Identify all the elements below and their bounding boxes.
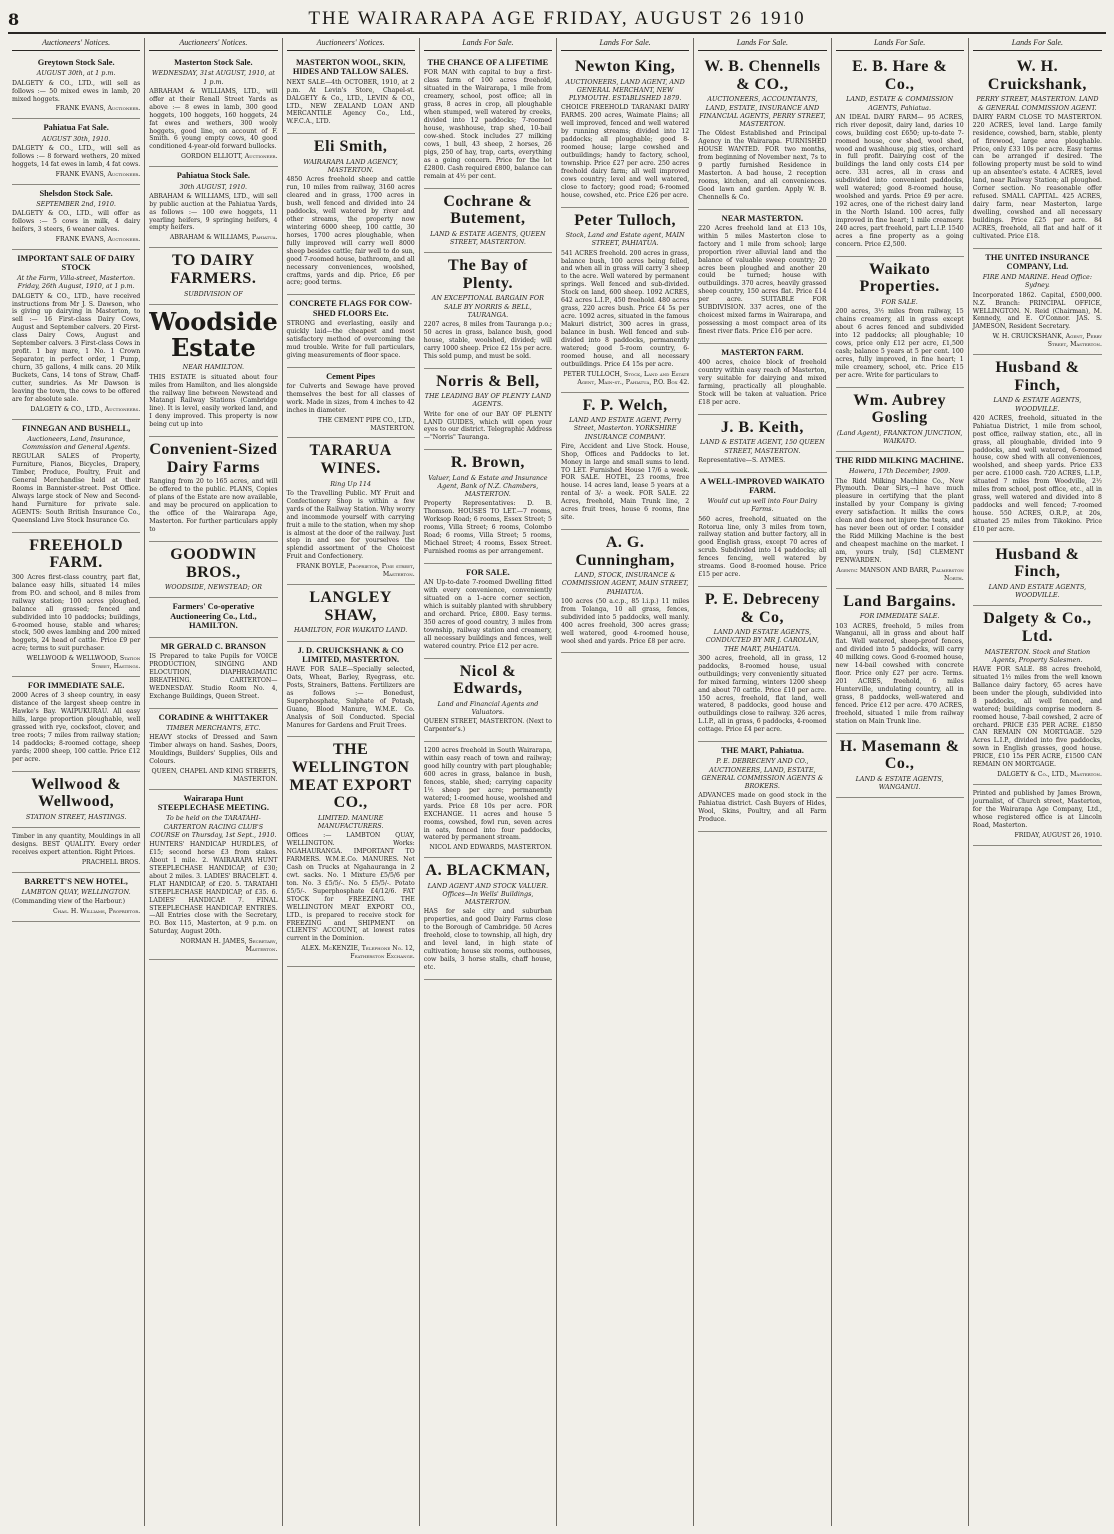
advertisement (424, 189, 552, 254)
ad-heading: A. G. Cunningham, (575, 534, 675, 569)
ad-subheading: AN EXCEPTIONAL BARGAIN FOR SALE BY NORRIS & BELL, TAURANGA. (431, 294, 544, 319)
ad-subheading: P. E. DEBRECENY AND CO., AUCTIONEERS, LAND, ESTATE, GENERAL COMMISSION AGENTS & BROKERS. (701, 757, 824, 790)
ad-body: 103 ACRES, freehold, 5 miles from Wanganui, all in grass and about half flat. Well watered, sheep-proof fences, and divided into 5 paddocks, will carry 40 milking cows. Good 6-roomed house, new 14-bail cowshed with concrete floor. Price only £27 per acre. Terms. 201 ACRES, freehold, 6 miles Hunterville, undulating country, all in grass, 8 paddocks, well-watered and fenced. Price £12 per acre. 470 ACRES, freehold, situated 1 mile from railway station on Main Trunk line. (835, 622, 964, 725)
column-6 (694, 38, 831, 1526)
ad-body: 541 ACRES freehold. 200 acres in grass, balance bush, 100 acres being felled, and when all in grass will carry 3 sheep to the acre. Well watered by permanent springs. Well fenced and sub-divided. Stock on land, 600 sheep. 1092 ACRES, 642 acres L.I.P., 450 freehold. 480 acres grass, 220 acres bush. Price £4 5s per acre. 1092 acres, situated in the famous Makuri district, 300 acres in grass, balance in bush. Well fenced and sub-divided into 8 paddocks, permanently watered; good 5-room country, 6-roomed house, and all necessary outbuildings. Price £4 15s per acre. (561, 249, 690, 368)
ad-subheading: AUGUST 30th, at 1 p.m. (36, 69, 116, 78)
ad-heading: Pahiatua Stock Sale. (176, 171, 251, 181)
ad-heading: Shelsdon Stock Sale. (39, 188, 113, 198)
ad-signature: PRACHELL BROS. (81, 859, 141, 866)
ad-heading: LANGLEY SHAW, (309, 589, 392, 624)
ad-body: 2000 Acres of 3 sheep country, in easy distance of the largest sheep centre in Hawke's Bay. WAIPUKURAU. All easy hills, large proportion ploughable, well grassed with rye, cocksfoot, clover, and tree roots; 7 miles from railway station; 14 paddocks; 8-roomed cottage, sheep yards; 2000 sheep, 100 cattle. Price £12 per acre. (12, 692, 141, 763)
column-header: Auctioneers' Notices. (149, 38, 277, 51)
advertisement (424, 742, 552, 858)
ad-body: Incorporated 1862. Capital, £500,000. N.Z. Branch: PRINCIPAL OFFICE, WELLINGTON. N. Reid (Chairman), M. Kennedy, and E. O'Connor. JAS. S. JAMESON, Resident Secretary. (972, 291, 1102, 331)
advertisement (12, 873, 140, 922)
ad-body: DALGETY & CO., LTD., have received instructions from Mr J. S. Dawson, who is giving up dairying in Masterton, to sell :— 16 First-class Dairy Cows, August and September calvers. 20 First-class Dairy Cows, August and September calvers. 3 First-class Cows in profit. 1 bay mare, 1 No. 1 Crown Separator, in perfect order, 1 Pump, churn, 35 gallons, 4 milk cans. 20 Milk Buckets, Cans, 14 tons of Straw, Chaff-cutter, sundries. As Mr Dawson is leaving the town, the cows to be offered are for absolute sale. (12, 292, 141, 403)
ad-subheading: Hawera, 17th December, 1909. (848, 467, 951, 476)
ad-signature: PETER TULLOCH, Stock, Land and Estate Agent, Main-st., Pahiatua, P.O. Box 42. (563, 370, 690, 386)
column-grid (8, 38, 1106, 1526)
ad-heading: THE CHANCE OF A LIFETIME (427, 58, 549, 68)
ad-subheading: WOODSIDE, NEWSTEAD; OR (164, 583, 262, 592)
ad-signature: THE CEMENT PIPE CO., LTD., MASTERTON. (318, 416, 415, 432)
advertisement (149, 542, 277, 598)
ad-heading: TO DAIRY FARMERS. (170, 252, 257, 287)
ad-body: 4850 Acres freehold sheep and cattle run, 10 miles from railway, 3160 acres cleared and in grass, 1700 acres in bush, well fenced and divided into 24 paddocks, well watered by river and other streams, the property now wintering 6000 sheep, 100 cattle, 30 horses, 1700 acres ploughable, when fully improved will carry well 8000 sheep besides cattle; fair well to do sun, good 7-roomed house, bathroom, and all necessary conveniences, woolshed, craftms, yards and dip. Price, £6 per acre; good terms. (286, 176, 415, 287)
ad-subheading: SEPTEMBER 2nd, 1910. (36, 199, 116, 208)
column-header: Auctioneers' Notices. (287, 38, 415, 51)
advertisement (12, 250, 140, 420)
column-1 (8, 38, 145, 1526)
ad-heading: BARRETT'S NEW HOTEL, (24, 876, 128, 886)
advertisement (698, 54, 826, 209)
ad-subheading: LAND & ESTATE AGENTS, WOODVILLE. (993, 396, 1082, 413)
ad-signature: WELLWOOD & WELLWOOD, Station Street, Hastings. (26, 655, 141, 671)
ad-body: 220 Acres freehold land at £13 10s, within 5 miles Masterton close to factory and 1 mile from school; large proportion river alluvial land and the balance of valuable sweep country; 20 acres been ploughed and another 20 could be turned; house with outbuildings. 370 acres, heavily grassed sheep country, 150 acres flat. Price £14 per acre. SUITABLE FOR SUBDIVISION. 337 acres, one of the choicest mixed farms in Wairarapa, and possessing a most compact area of its finest river flats. Price £16 per acre. (698, 224, 827, 336)
ad-heading: R. Brown, (450, 454, 525, 472)
masthead (8, 6, 1106, 34)
ad-heading: NEAR MASTERTON. (721, 213, 804, 223)
ad-subheading: THE LEADING BAY OF PLENTY LAND AGENTS. (424, 392, 552, 409)
ad-body: for Culverts and Sewage have proved themselves the best for all classes of work. Made in sizes, from 4 inches to 42 inches in diameter. (286, 382, 415, 414)
advertisement (836, 257, 964, 388)
ad-body: 200 acres, 3½ miles from railway, 15 chains creamery, all in grass except about 6 acres fenced and subdivided into 12 paddocks; all ploughable; 10 cows, price only £12 per acre, £1,500 cash; balance 5 years at 5 per cent. 100 acres, fully improved, in fine heart; 1 mile creamery, school, etc. Price £15 per acre. Write for particulars to (835, 308, 964, 379)
ad-body: Printed and published by James Brown, journalist, of Church street, Masterton, for the Wairarapa Age Company, Ltd., whose registered office is at Lincoln Road, Masterton. (972, 790, 1102, 829)
ad-subheading: LAND AND ESTATE AGENTS, WOODVILLE. (988, 583, 1087, 600)
column-header: Lands For Sale. (561, 38, 689, 51)
ad-heading: FREEHOLD FARM. (29, 536, 124, 572)
ad-subheading: LAMBTON QUAY, WELLINGTON. (21, 888, 131, 897)
ad-body: DALGETY & CO., LTD., will sell as follows :— 50 mixed ewes in lamb, 20 mixed hoggets. (12, 79, 141, 103)
ad-body: The Ridd Milking Machine Co., New Plymouth. Dear Sirs,—I have much pleasure in certifying that the plant installed by your Company is giving every satisfaction. It milks the cows clean and does not injure the teats, and has never been out of order. I consider the Ridd Milking Machine is the best and cheapest machine on the market. I am, yours truly, [Sd] CLEMENT PENWARDEN. (835, 477, 964, 564)
ad-subheading: LAND, ESTATE & COMMISSION AGENTS, Pahiatua. (846, 95, 954, 112)
ad-heading: Wm. Aubrey Gosling (853, 391, 946, 427)
ad-heading: Woodside Estate (149, 306, 278, 363)
ad-body: HAVE FOR SALE. 88 acres freehold, situated 1½ miles from the well known Ballance dairy factory, 65 acres have been under the plough, subdivided into 8 paddocks, all well fenced, and watered; buildings comprise modern 8-roomed house, 7-bail cowshed, 2 acre of orchard. PRICE £35 PER ACRE. £1850 CAN REMAIN ON MORTGAGE. 529 Acres L.I.P., divided into five paddocks, sown in English grasses, good house. PRICE, £10 15s PER ACRE, £1500 CAN REMAIN ON MORTGAGE. (972, 665, 1102, 769)
ad-heading: Waikato Properties. (859, 260, 940, 296)
ad-body: 100 acres (50 a.c.p., 85 l.i.p.) 11 miles from Tolanga, 10 all grass, fences, subdivided into 5 paddocks, well manly. 400 acres freehold, 300 acres grass; well watered, good 4-roomed house, wool shed and yards. Price £8 per acre. (561, 597, 690, 645)
ad-body: 300 acres, freehold, all in grass, 12 paddocks, 8-roomed house, usual outbuildings; very conveniently situated for mixed farming, winters 1200 sheep and about 70 cattle. Price £10 per acre. 150 acres, freehold, flat land, well watered, 8 paddocks, good house and outbuildings close to railway. 326 acres, L.I.P., all in grass, 6 paddocks, 4-roomed cottage. Price £4 per acre. (698, 654, 827, 734)
ad-heading: THE UNITED INSURANCE COMPANY, Ltd. (985, 252, 1090, 272)
ad-body: 400 acres, choice block of freehold country within easy reach of Masterton, very suitable for dairying and mixed farming, practically all ploughable. Stock will be taken at valuation. Price £18 per acre. (698, 359, 827, 406)
ad-body: Representative—S. AYMES. (698, 456, 786, 464)
advertisement (836, 54, 964, 257)
advertisement (287, 54, 415, 134)
ad-body: 300 Acres first-class country, part flat, balance easy hills, situated 14 miles from P.O. and school, and 8 miles from railway station; 100 acres ploughed, balance all grassed; fenced and subdivided into 10 paddocks; buildings, 6-roomed house, stable and whares; stock, 500 ewes lambing and 200 mixed hoggets, 24 head of cattle. Price £9 per acre; terms to suit purchaser. (12, 573, 141, 653)
ad-heading: F. P. Welch, (582, 396, 668, 414)
ad-subheading: Land and Financial Agents and Valuators. (437, 699, 539, 717)
ad-body: Fire, Accident and Live Stock. House, Shop, Offices and Paddocks to let. Money in large and small sums to lend. TO LET. Furnished House 17/6 a week. FOR SALE. HOTEL, 23 rooms, free house. 14 acres land, lease 5 years at a rental of 3/- a week. FOR SALE. 22 Acres, freehold, Main Trunk line, 2 acres fruit trees, house 6 rooms, fine site. (561, 442, 690, 522)
ad-heading: W. B. Chennells & CO., (704, 58, 821, 93)
ad-subheading: Would cut up well into Four Dairy Farms. (707, 497, 818, 514)
ad-body: THIS ESTATE is situated about four miles from Hamilton, and lies alongside the railway line between Newstead and Matangi Railway Stations (Cambridge line). It is level, easily worked land, and I deny improved. This property is now being cut up into (149, 373, 278, 429)
advertisement (973, 542, 1102, 607)
ad-subheading: LAND AGENT AND STOCK VALUER. Offices—In Wells' Buildings, MASTERTON. (427, 881, 549, 907)
ad-heading: The Bay of Plenty. (448, 257, 528, 292)
advertisement (424, 659, 552, 742)
ad-body: ADVANCES made on good stock in the Pahiatua district. Cash Buyers of Hides, Wool, Skins, Poultry, and all Farm Produce. (698, 792, 827, 823)
advertisement (149, 638, 277, 709)
advertisement (149, 790, 277, 960)
advertisement (424, 253, 552, 368)
ad-signature: ABRAHAM & WILLIAMS, Pahiatua. (169, 234, 278, 242)
ad-subheading: PERRY STREET, MASTERTON. LAND & GENERAL COMMISSION AGENT. (976, 95, 1099, 112)
column-5 (557, 38, 694, 1526)
ad-body: (Commanding view of the Harbour.) (12, 898, 125, 906)
ad-body: HEAVY stocks of Dressed and Sawn Timber always on hand. Sashes, Doors, Mouldings, Builders' Supplies, Oils and Colours. (149, 734, 278, 766)
advertisement (561, 530, 689, 653)
ad-subheading: WAIRARAPA LAND AGENCY, MASTERTON. (303, 157, 398, 175)
ad-heading: Norris & Bell, (436, 372, 540, 390)
advertisement (287, 737, 415, 967)
ad-heading: CONCRETE FLAGS FOR COW-SHED FLOORS Etc. (289, 299, 412, 318)
ad-heading: J. D. CRUICKSHANK & CO LIMITED, MASTERTON. (297, 645, 404, 664)
ad-body: CHOICE FREEHOLD TARANAKI DAIRY FARMS. 200 acres, Waimate Plains; all well improved, fenced and well watered by running streams; divided into 12 paddocks; all ploughable; good 8-roomed house; large cowshed and outbuildings; handy to factory, school, township. Price £27 per acre. 250 acres freehold dairy farm; all well improved cows country; level and well watered, close to factory; good road; 6-roomed house, cowshed, etc. Price £26 per acre. (561, 104, 690, 199)
advertisement (287, 642, 415, 738)
ad-heading: Peter Tulloch, (574, 211, 677, 229)
advertisement (561, 208, 689, 393)
ad-body: HAVE FOR SALE—Specially selected, Oats, Wheat, Barley, Ryegrass, etc. Posts, Strainers, Battens. Fertilizers are as follows :— Bonedust, Superphosphate, Sulphate of Potash, Guano, Blood Manure, W.M.E. Co. Analysis of Soil Conducted. Special Manures for Gardens and Fruit Trees. (286, 665, 415, 729)
ad-body: Offices :— LAMBTON QUAY, WELLINGTON. Works: NGAHAURANGA. IMPORTANT TO FARMERS. W.M.E.Co. MANURES. Net Cash on Trucks at Ngahauranga in 2 cwt. sacks. No. 1 Mixture £5/5/6 per ton. No. 3 £5/5/-. No. 5 £5/5/-. Potato £5/5/-. Superphosphate £4/12/6. FAT STOCK for FREEZING. THE WELLINGTON MEAT EXPORT CO., LTD., is prepared to receive stock for FREEZING and SHIPMENT on CLIENTS' ACCOUNT, at lowest rates current in the Dominion. (286, 832, 415, 943)
ad-body: QUEEN STREET, MASTERTON. (Next to Carpenter's.) (423, 718, 552, 734)
advertisement (561, 54, 689, 207)
advertisement (698, 742, 826, 832)
ad-subheading: LIMITED. MANURE MANUFACTURERS. (317, 813, 384, 831)
ad-signature: Agents: MANSON AND BARR, Palmerston North. (836, 566, 964, 582)
ad-heading: P. E. Debreceny & Co, (704, 591, 820, 626)
ad-body: 1200 acres freehold in South Wairarapa, within easy reach of town and railway; good hilly country with part ploughable; 600 acres in grass, balance in bush, fences, stable, shed; carrying capacity 1½ sheep per acre; permanently watered; 1-roomed house, woolshed and yards. Price £8 10s per acre. FOR EXCHANGE. 11 acres and house 5 rooms, cowshed, fowl run, seven acres in oats, fenced into four paddocks, watered by permanent stream. (423, 747, 552, 842)
advertisement (424, 54, 552, 188)
advertisement (424, 369, 552, 451)
ad-subheading: WEDNESDAY, 31st AUGUST, 1910, at 1 p.m. (151, 69, 275, 86)
ad-body: HAS for sale city and suburban properties, and good Dairy Farms close to the Borough of Cambridge. 50 Acres freehold, close to township, all high, dry and level land, in high state of cultivation; house six rooms, outhouses, cow bails, 3 horse stalls, chaff house, etc. (423, 908, 552, 972)
advertisement (698, 344, 826, 415)
ad-body: HUNTERS' HANDICAP HURDLES, of £15; second horse £3 from stakes. About 1 mile. 2. WAIRARAPA HUNT STEEPLECHASE HANDICAP, of £30; about 2 miles. 3. LADIES' BRACELET. 4. FLAT HANDICAP, of £20. 5. TARATAHI STEEPLECHASE HANDICAP, of £35. 6. LADIES' HANDICAP. 7. FINAL STEEPLECHASE HANDICAP. ENTRIES.—All Entries close with the Secretary, P.O. Box 115, Masterton, at 9 p.m. on Saturday, August 20th. (149, 841, 278, 936)
ad-signature: DALGETY & CO., LTD., Auctioneers. (30, 405, 141, 413)
advertisement (973, 606, 1102, 785)
ad-signature: FRANK EVANS, Auctioneer. (55, 170, 141, 178)
advertisement (12, 119, 140, 184)
ad-subheading: HAMILTON, FOR WAIKATO LAND. (293, 626, 408, 635)
ad-subheading: To be held on the TARATAHI-CARTERTON RACING CLUB'S COURSE on Thursday, 1st Sept., 1910. (150, 814, 277, 839)
ad-heading: Newton King, (575, 58, 676, 76)
ad-subheading: LAND & ESTATE AGENTS, WANGANUI. (855, 774, 944, 792)
advertisement (836, 452, 964, 589)
ad-heading: Nicol & Edwards, (453, 662, 523, 698)
ad-heading: Cement Pipes (326, 371, 376, 381)
ad-heading: Husband & Finch, (995, 545, 1080, 581)
ad-heading: Land Bargains. (843, 592, 957, 610)
ad-heading: THE RIDD MILKING MACHINE. (835, 456, 964, 466)
ad-heading: A. BLACKMAN, (425, 862, 551, 880)
advertisement (149, 167, 277, 248)
advertisement (287, 134, 415, 295)
ad-body: REGULAR SALES of Property, Furniture, Pianos, Bicycles, Drapery, Timber, Produce, Poultry, Fruit and General Merchandise held at their Rooms in Bannister-street. Post Office. Always large stock of New and Second-hand Furniture for private sale. AGENTS: South British Insurance Co., Queensland Live Stock Insurance Co. (12, 453, 141, 524)
ad-body: DALGETY & CO., LTD., will offer as follows :— 5 cows in milk, 4 dairy heifers, 3 steers, 6 weaner calves. (12, 210, 141, 233)
advertisement (973, 355, 1102, 542)
advertisement (698, 473, 826, 587)
advertisement (12, 677, 140, 772)
advertisement (12, 533, 140, 677)
advertisement (424, 450, 552, 564)
ad-signature: DALGETY & Co., LTD., Masterton. (997, 771, 1102, 779)
advertisement (149, 598, 277, 638)
ad-heading: H. Masemann & Co., (839, 737, 960, 773)
advertisement (836, 589, 964, 734)
ad-body: STRONG and everlasting, easily and quickly laid—the cheapest and most satisfactory method of overcoming the mud trouble. Write for full particulars, giving measurements of floor space. (286, 319, 415, 359)
ad-subheading: LAND AND ESTATE AGENTS, CONDUCTED BY MR J. CAROLAN, THE MART, PAHIATUA. (705, 628, 819, 653)
advertisement (424, 564, 552, 659)
ad-subheading: Stock, Land and Estate agent, MAIN STREET, PAHIATUA. (565, 231, 685, 248)
ad-body: ABRAHAM & WILLIAMS, LTD., will sell by public auction at the Pahiatua Yards, as follows :— 100 ewe hoggets, 11 yearling heifers, 9 springing heifers, 4 empty heifers. (149, 192, 278, 232)
advertisement (973, 785, 1102, 846)
ad-heading: W. H. Cruickshank, (987, 58, 1087, 93)
ad-body: ABRAHAM & WILLIAMS, LTD., will offer at their Renall Street Yards as above :— 8 ewes in lamb, 300 good hoggets, 100 hoggets, 160 hoggets, 24 fat ewes and wethers, 300 wooly hoggets, good line, on account of F. Smith. 6 young empty cows, 40 good conditioned 4-year-old forward bullocks. (149, 87, 278, 151)
ad-body: 420 ACRES, freehold, situated in the Pahiatua District, 1 mile from school, post office, railway station, etc., all in grass, all ploughable, divided into 9 paddocks, and well watered, 6-roomed house, cow shed with all conveniences, woolshed, and sheep yards. Price £33 per acre. £1000 cash. 720 ACRES, L.I.P., situated 7 miles from Woodville, 2½ miles from school, post office, etc., all in grass, well watered and divided into 8 paddocks and well fenced; 7-roomed house. 550 ACRES, O.R.P., at 20s, situated 25 miles from Tikokino. Price £10 per acre. (972, 414, 1102, 533)
ad-body: IS Prepared to take Pupils for VOICE PRODUCTION, SINGING AND ELOCUTION, DIAPHRAGMATIC BREATHING. CARTERTON—WEDNESDAY. Studio Room No. 4, Exchange Buildings, Queen Street. (149, 653, 278, 700)
ad-heading: Wellwood & Wellwood, (31, 775, 122, 811)
ad-signature: NICOL AND EDWARDS, MASTERTON. (429, 844, 552, 852)
ad-subheading: MASTERTON. Stock and Station Agents, Property Salesmen. (984, 647, 1091, 664)
ad-body: AN Up-to-date 7-roomed Dwelling fitted with every convenience, conveniently situated on a 1-acre corner section, which is suitably planted with shrubbery and orchard. Price, £800. Easy terms. 350 acres of good country, 3 miles from township, railway station and creamery, all necessary buildings and fences, well watered country. Price £12 per acre. (423, 579, 552, 650)
advertisement (149, 54, 277, 167)
column-header: Auctioneers' Notices. (12, 38, 140, 51)
ad-signature: GORDON ELLIOTT, Auctioneer. (181, 153, 278, 161)
ad-heading: Dalgety & Co., Ltd. (983, 610, 1092, 645)
ad-subheading: STATION STREET, HASTINGS. (25, 813, 127, 821)
advertisement (973, 54, 1102, 249)
ad-subheading: AUGUST 30th, 1910. (41, 134, 111, 143)
ad-body: Property Representatives: D. B. Thomson. HOUSES TO LET.—7 rooms, Worksop Road; 6 rooms, Essex Street; 5 rooms, Villa Street; 6 rooms, Colombo Road; 6 rooms, Villa Street; 5 rooms, Michael Street; 4 rooms, Essex Street. Furnished rooms as per arrangement. (423, 500, 552, 556)
advertisement (12, 828, 140, 873)
advertisement (12, 185, 140, 250)
advertisement (836, 734, 964, 799)
ad-subheading: LAND, STOCK, INSURANCE & COMMISSION AGENT, MAIN STREET, PAHIATUA. (561, 571, 689, 596)
newspaper-title: THE WAIRARAPA AGE FRIDAY, AUGUST 26 1910 (308, 8, 806, 29)
ad-subheading: AUCTIONEERS, LAND AGENT, AND GENERAL MERCHANT, NEW PLYMOUTH. ESTABLISHED 1879. (565, 77, 685, 103)
ad-heading: J. B. Keith, (720, 418, 804, 436)
ad-heading: Wairarapa Hunt STEEPLECHASE MEETING. (157, 793, 269, 813)
ad-heading: Greytown Stock Sale. (37, 58, 115, 68)
ad-body: 560 acres, freehold, situated on the Rotorua line, only 3 miles from town, railway station and butter factory, all in good English grass, except 70 acres of scrub. Subdivided into 14 paddocks; all fences fencing, well watered by streams. Good 8-roomed house. Price £15 per acre. (698, 515, 827, 579)
advertisement (698, 587, 826, 742)
advertisement (149, 248, 277, 304)
column-8 (969, 38, 1106, 1526)
ad-subheading: LAND AND ESTATE AGENT, Perry Street, Masterton. YORKSHIRE INSURANCE COMPANY. (569, 416, 682, 441)
ad-body: DALGETY & CO., LTD., will sell as follows :— 8 forward wethers, 20 mixed hoggets, 14 fat ewes in lamb, 4 fat cows. (12, 144, 141, 168)
ad-subheading: Auctioneers, Land, Insurance, Commission and General Agents. (22, 434, 130, 452)
ad-heading: FOR IMMEDIATE SALE. (27, 681, 125, 691)
ad-signature: FRANK BOYLE, Proprietor, Pine street, Masterton. (296, 563, 415, 579)
ad-heading: Eli Smith, (313, 138, 388, 156)
ad-body: DAIRY FARM CLOSE TO MASTERTON. 220 ACRES, level land. Large family residence, cowshed, barn, stable, plenty of firewood, large area ploughable. Price, only £33 10s per acre. Easy terms can be arranged if desired. The following property must be sold to wind up an absentee's estate. 4 ACRES, level land, near Railway Station; all ploughed. Corner section. No reasonable offer refused. SMALL CAPITAL. 425 ACRES, dairy farm, near Masterton, large dwelling, cowshed and all necessary buildings. Price £25 per acre. 84 ACRES, freehold, all flat and half of it cultivated. Price £18. (972, 113, 1102, 240)
column-header: Lands For Sale. (698, 38, 826, 51)
column-header: Lands For Sale. (836, 38, 964, 51)
ad-subheading: NEAR HAMILTON. (182, 363, 245, 372)
ad-body: AN IDEAL DAIRY FARM— 95 ACRES, rich river deposit, dairy land, daries 10 cows, building cost £650; up-to-date 7-roomed house, cow shed, wool shed, wood and washhouse, pig sties, orchard in full profit. Dairying cost of the buildings the land only costs £14 per acre. 331 acres, all in crass and subdivided into convenient paddocks, well watered; good 8-roomed house, woolshed and yards. Price £9 per acre. 192 acres, one of the richest dairy land in the North Island. 100 acres, fully improved in fine heart; 1 mile creamery. 240 acres, part freehold, part L.I.P. 1540 acres a fine property as a going concern. Price £2,500. (835, 113, 964, 248)
advertisement (149, 305, 277, 438)
advertisement (561, 393, 689, 531)
ad-heading: Pahiatua Fat Sale. (43, 123, 109, 133)
ad-heading: FINNEGAN AND BUSHELL, (22, 423, 131, 433)
ad-subheading: (Land Agent), FRANKTON JUNCTION, WAIKATO. (836, 428, 963, 445)
advertisement (287, 438, 415, 585)
ad-heading: THE WELLINGTON MEAT EXPORT CO., (289, 741, 412, 812)
ad-subheading: SUBDIVISION OF (184, 289, 243, 298)
column-7 (832, 38, 969, 1526)
ad-signature: NORMAN H. JAMES, Secretary, Masterton. (180, 938, 278, 954)
ad-subheading: TIMBER MERCHANTS, ETC. (166, 724, 261, 733)
advertisement (12, 772, 140, 828)
ad-signature: ALEX. McKENZIE, Telephone No. 12, Featherston Exchange. (301, 945, 415, 961)
advertisement (424, 858, 552, 980)
ad-heading: E. B. Hare & Co., (852, 58, 948, 93)
ad-body: Timber in any quantity, Mouldings in all designs. BEST QUALITY. Every order receives expert attention. Right Prices. (12, 833, 141, 857)
ad-signature: QUEEN, CHAPEL AND KING STREETS, MASTERTON. (151, 768, 278, 784)
ad-signature: FRIDAY, AUGUST 26, 1910. (1014, 831, 1102, 839)
advertisement (287, 368, 415, 439)
ad-body: NEXT SALE—4th OCTOBER, 1910, at 2 p.m. At Levin's Store, Chapel-st. DALGETY & Co., LTD., LEVIN & CO., LTD., NEW ZEALAND LOAN AND MERCANTILE Agency Co., Ltd., W.F.C.A., LTD. (286, 78, 415, 126)
ad-body: FOR MAN with capital to buy a first-class farm of 100 acres freehold, situated in the Wairarapa, 1 mile from creamery, school, post office; all in grass, 8 acres in crop, all ploughable when stumped, well watered by creeks, divided into 12 paddocks; 7-roomed house, washhouse, trap shed, 10-bail cow-shed. Stock includes 27 milking cows, 1 bull, 43 sheep, 2 horses, 26 pigs, 250 of hay, trap, carts, everything as a going concern. Price for the lot £2800. Cash required £800, balance can remain at 4½ per cent. (423, 69, 552, 180)
advertisement (698, 210, 826, 344)
ad-heading: TARARUA WINES. (309, 442, 392, 478)
column-4 (420, 38, 557, 1526)
ad-subheading: AUCTIONEERS, ACCOUNTANTS, LAND, ESTATE, INSURANCE AND FINANCIAL AGENTS, PERRY STREET, MASTERTON. (699, 95, 826, 128)
ad-subheading: LAND & ESTATE AGENTS, QUEEN STREET, MASTERTON. (430, 229, 546, 246)
ad-signature: FRANK EVANS, Auctioneer. (55, 105, 141, 113)
ad-subheading: 30th AUGUST, 1910. (179, 182, 248, 191)
ad-heading: THE MART, Pahiatua. (720, 746, 804, 756)
advertisement (973, 249, 1102, 355)
ad-heading: Cochrane & Butement, (443, 192, 533, 228)
ad-subheading: FOR SALE. (881, 297, 918, 306)
ad-heading: GOODWIN BROS., (170, 545, 257, 581)
ad-subheading: FIRE AND MARINE. Head Office: Sydney. (982, 273, 1092, 290)
ad-signature: Chas. H. Williams, Proprietor. (53, 908, 141, 916)
ad-body: To the Travelling Public. MY Fruit and Confectionery Shop is within a few yards of the Railway Station. Why worry and incommode yourself with carrying fruit a mile to the station, when my shop is almost at the door of the railway. Just step in and see for yourselves the splendid assortment of the Choicest Fruit and Confectionery. (286, 489, 415, 561)
ad-heading: Masterton Stock Sale. (174, 58, 253, 68)
ad-signature: FRANK EVANS, Auctioneer. (55, 235, 141, 243)
column-header: Lands For Sale. (424, 38, 552, 51)
ad-body: 2207 acres, 8 miles from Tauranga p.o.; 50 acres in grass, balance bush, good house, stable, woolshed, divided; will carry 1000 sheep. Price £2 15s per acre. This sold pump, and must be sold. (423, 320, 552, 360)
ad-body: Ranging from 20 to 165 acres, and will be offered to the public. PLANS, Copies of plans of the Estate are now available, and may be procured on application to the office of the Wairarapa Age, Masterton. For further particulars apply to (149, 478, 278, 534)
advertisement (12, 420, 140, 533)
column-3 (283, 38, 420, 1526)
column-header: Lands For Sale. (973, 38, 1102, 51)
column-2 (145, 38, 282, 1526)
ad-heading: A WELL-IMPROVED WAIKATO FARM. (700, 476, 825, 495)
page-number: 8 (8, 9, 20, 29)
ad-heading: Husband & Finch, (995, 359, 1080, 394)
ad-heading: Farmers' Co-operative Auctioneering Co., Ltd., HAMILTON. (170, 602, 257, 630)
ad-heading: MASTERTON FARM. (721, 347, 804, 357)
advertisement (836, 388, 964, 453)
ad-subheading: Ring Up 114 (330, 479, 372, 488)
ad-body: The Oldest Established and Principal Agency in the Wairarapa. FURNISHED HOUSE WANTED. FOR two months, from beginning of November next, 7s to 9 partly furnished Residence in Masterton. A bad house, 2 reception rooms, kitchen, and all conveniences. Good lawn and garden. Apply W. B. Chennells & Co. (698, 130, 827, 201)
ad-heading: CORADINE & WHITTAKER (158, 712, 269, 722)
ad-subheading: Valuer, Land & Estate and Insurance Agent, Bank of N.Z. Chambers, MASTERTON. (428, 473, 548, 499)
ad-signature: W. H. CRUICKSHANK, Agent, Perry Street, Masterton. (992, 333, 1102, 349)
ad-subheading: At the Farm, Villa-street, Masterton. Friday, 26th August, 1910, at 1 p.m. (17, 274, 136, 291)
ad-heading: MASTERTON WOOL, SKIN, HIDES AND TALLOW SALES. (292, 58, 409, 77)
ad-heading: Convenient-Sized Dairy Farms (149, 441, 278, 476)
ad-body: Write for one of our BAY OF PLENTY LAND GUIDES, which will open your eyes to our district. Telegraphic Address—"Norris" Tauranga. (423, 410, 552, 442)
advertisement (149, 437, 277, 542)
ad-heading: FOR SALE. (466, 568, 510, 578)
ad-subheading: LAND & ESTATE AGENT, 150 QUEEN STREET, MASTERTON. (700, 438, 825, 455)
advertisement (12, 54, 140, 119)
ad-subheading: FOR IMMEDIATE SALE. (859, 612, 940, 621)
advertisement (149, 709, 277, 790)
ad-heading: IMPORTANT SALE OF DAIRY STOCK (17, 253, 135, 272)
ad-heading: MR GERALD C. BRANSON (160, 642, 266, 652)
advertisement (287, 585, 415, 641)
advertisement (698, 415, 826, 473)
advertisement (287, 295, 415, 367)
